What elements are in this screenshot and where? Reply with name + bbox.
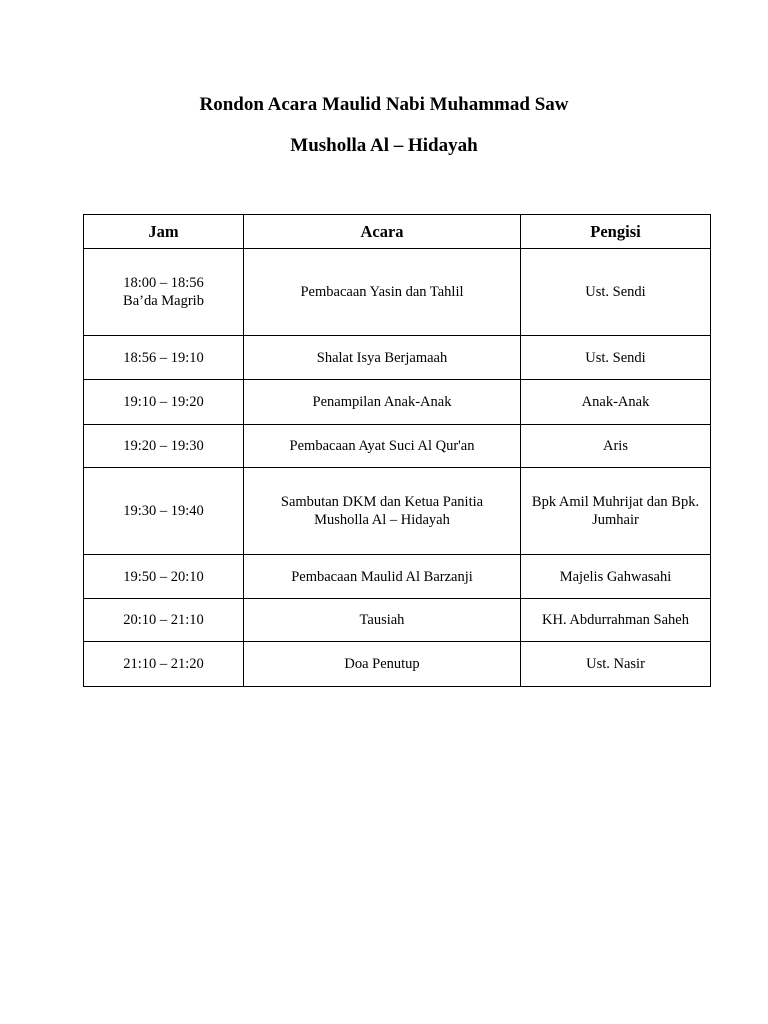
table-row [84, 249, 711, 336]
table-row [84, 425, 711, 468]
cell-pengisi [521, 468, 711, 555]
schedule-table [83, 214, 711, 687]
cell-acara-text: Pembacaan Yasin dan Tahlil [300, 284, 464, 300]
cell-pengisi-text: KH. Abdurrahman Saheh [542, 612, 689, 628]
header-pengisi: Pengisi [521, 215, 711, 249]
cell-acara-text: Shalat Isya Berjamaah [316, 349, 448, 366]
cell-pengisi-text: Aris [603, 438, 628, 454]
schedule-table-body [84, 249, 711, 687]
document-title: Rondon Acara Maulid Nabi Muhammad Saw [199, 94, 569, 115]
cell-acara [244, 555, 521, 599]
cell-jam [84, 380, 244, 425]
cell-acara [244, 642, 521, 687]
cell-pengisi [521, 555, 711, 599]
cell-jam-text: 21:10 – 21:20 [123, 656, 204, 672]
document-subtitle: Musholla Al – Hidayah [290, 135, 478, 156]
cell-jam-text: 19:50 – 20:10 [123, 568, 204, 585]
cell-pengisi [521, 599, 711, 642]
table-row [84, 468, 711, 555]
cell-jam [84, 249, 244, 336]
cell-jam-text: 19:10 – 19:20 [123, 394, 204, 410]
cell-pengisi-text: Bpk Amil Muhrijat dan Bpk. [531, 494, 700, 510]
cell-pengisi-text: Anak-Anak [581, 394, 650, 410]
table-header-row [84, 215, 711, 249]
cell-pengisi [521, 642, 711, 687]
cell-pengisi [521, 336, 711, 380]
cell-jam-text: 18:00 – 18:56 [123, 275, 204, 291]
cell-jam-text: 18:56 – 19:10 [123, 349, 204, 366]
cell-acara-text: Penampilan Anak-Anak [312, 394, 452, 410]
cell-jam [84, 425, 244, 468]
cell-pengisi-text: Ust. Nasir [586, 656, 645, 672]
cell-jam [84, 642, 244, 687]
table-row [84, 599, 711, 642]
cell-pengisi [521, 380, 711, 425]
header-jam: Jam [84, 215, 244, 249]
cell-acara [244, 380, 521, 425]
cell-acara-text: Doa Penutup [344, 656, 420, 672]
cell-acara-text: Pembacaan Maulid Al Barzanji [291, 568, 473, 585]
table-row [84, 555, 711, 599]
cell-pengisi [521, 425, 711, 468]
header-acara: Acara [244, 215, 521, 249]
table-row [84, 336, 711, 380]
cell-jam [84, 555, 244, 599]
cell-pengisi [521, 249, 711, 336]
cell-acara [244, 336, 521, 380]
cell-jam-text: Ba’da Magrib [123, 293, 204, 309]
cell-jam [84, 336, 244, 380]
cell-jam-text: 20:10 – 21:10 [123, 612, 204, 628]
cell-pengisi-text: Jumhair [592, 512, 639, 528]
cell-jam [84, 468, 244, 555]
cell-jam [84, 599, 244, 642]
cell-pengisi-text: Majelis Gahwasahi [559, 568, 672, 585]
cell-acara-text: Sambutan DKM dan Ketua Panitia [280, 494, 484, 510]
cell-acara-text: Tausiah [359, 612, 405, 628]
cell-jam-text: 19:20 – 19:30 [123, 438, 204, 454]
cell-acara [244, 249, 521, 336]
table-row [84, 380, 711, 425]
table-row [84, 642, 711, 687]
cell-acara [244, 599, 521, 642]
cell-acara [244, 468, 521, 555]
cell-pengisi-text: Ust. Sendi [585, 349, 646, 366]
cell-jam-text: 19:30 – 19:40 [123, 503, 204, 519]
cell-acara-text: Pembacaan Ayat Suci Al Qur'an [289, 438, 475, 454]
cell-acara [244, 425, 521, 468]
cell-pengisi-text: Ust. Sendi [585, 284, 646, 300]
cell-acara-text: Musholla Al – Hidayah [314, 512, 450, 528]
